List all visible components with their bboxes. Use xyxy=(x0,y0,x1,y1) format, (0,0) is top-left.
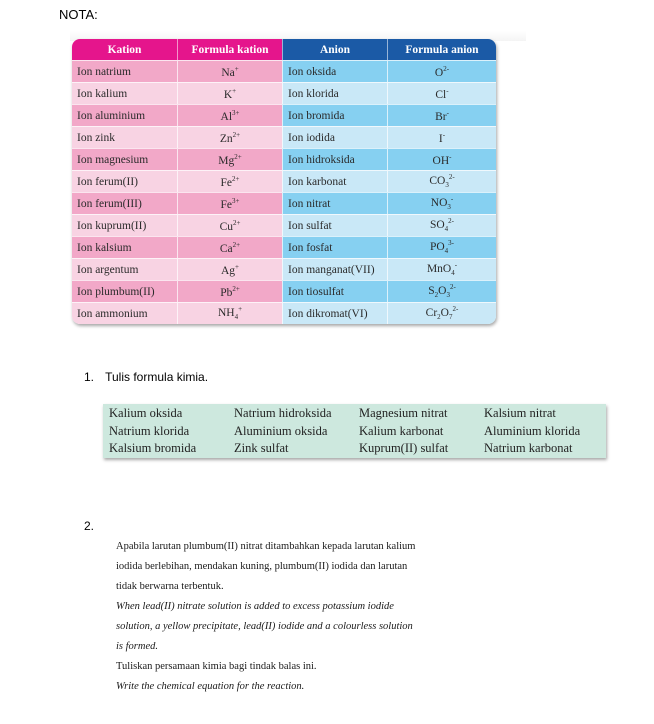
formula-base: Cu xyxy=(219,220,233,233)
formula-base: Mg xyxy=(218,154,235,167)
compound-name: Aluminium klorida xyxy=(484,423,581,438)
cation-name: Ion ammonium xyxy=(72,302,177,324)
compound-name: Aluminium oksida xyxy=(234,423,328,438)
table-row xyxy=(72,192,496,214)
compound-name: Natrium hidroksida xyxy=(234,406,332,420)
cation-formula xyxy=(177,236,282,258)
formula-charge: + xyxy=(238,305,243,314)
table-row xyxy=(72,82,496,104)
cation-name: Ion ferum(II) xyxy=(72,170,177,192)
formula-base: MnO xyxy=(426,263,452,276)
formula-base: NH xyxy=(217,307,235,320)
formula-charge: 2- xyxy=(449,283,456,292)
formula-base: CO xyxy=(429,175,446,188)
compound-name: Kalium oksida xyxy=(109,406,183,420)
cation-name: Ion aluminium xyxy=(72,104,177,126)
formula-charge: - xyxy=(446,108,449,117)
table-row xyxy=(72,60,496,82)
anion-name: Ion sulfat xyxy=(282,214,387,236)
cation-name: Ion ferum(III) xyxy=(72,192,177,214)
table-row xyxy=(72,258,496,280)
cation-formula xyxy=(177,148,282,170)
anion-formula xyxy=(387,214,496,236)
formula-charge: 2+ xyxy=(232,174,240,183)
formula-charge: + xyxy=(232,86,237,95)
cation-formula xyxy=(177,60,282,82)
table-row xyxy=(72,280,496,302)
header-kation: Kation xyxy=(72,39,177,60)
header-anion: Anion xyxy=(282,39,387,60)
formula-base: Cr xyxy=(425,307,438,320)
table-header-row xyxy=(72,39,496,60)
cation-name: Ion kuprum(II) xyxy=(72,214,177,236)
formula-charge: 2- xyxy=(443,64,450,73)
text-line: is formed. xyxy=(116,641,158,652)
formula-base: Ag xyxy=(220,264,236,277)
formula-base: S xyxy=(428,285,435,298)
compound-names-grid xyxy=(109,406,609,459)
text-line: iodida berlebihan, mendakan kuning, plumbum(II) iodida dan larutan xyxy=(116,561,408,572)
cation-formula xyxy=(177,104,282,126)
header-formula-kation: Formula kation xyxy=(177,39,282,60)
text-line: tidak berwarna terbentuk. xyxy=(116,581,224,592)
cation-formula xyxy=(177,302,282,324)
formula-subscript: 2 xyxy=(434,291,439,300)
formula-charge: + xyxy=(235,262,239,271)
anion-formula xyxy=(387,82,496,104)
formula-charge: 3+ xyxy=(232,108,240,117)
anion-name: Ion fosfat xyxy=(282,236,387,258)
anion-formula xyxy=(387,104,496,126)
table-row xyxy=(72,148,496,170)
formula-base: Zn xyxy=(219,132,233,145)
formula-base: K xyxy=(223,88,233,101)
compound-name: Kuprum(II) sulfat xyxy=(359,441,449,455)
formula-base: O xyxy=(438,285,447,298)
formula-base: O xyxy=(440,307,449,320)
compound-name: Zink sulfat xyxy=(234,441,289,455)
cation-formula xyxy=(177,258,282,280)
table-row xyxy=(72,302,496,324)
anion-formula xyxy=(387,236,496,258)
anion-name: Ion dikromat(VI) xyxy=(282,302,387,324)
cation-formula xyxy=(177,280,282,302)
header-formula-anion: Formula anion xyxy=(387,39,496,60)
formula-charge: 2+ xyxy=(232,130,241,139)
formula-subscript: 3 xyxy=(447,203,451,212)
cation-formula xyxy=(177,126,282,148)
compound-name: Kalsium bromida xyxy=(109,441,197,455)
formula-charge: 3+ xyxy=(232,196,240,205)
formula-charge: + xyxy=(234,64,239,73)
formula-subscript: 4 xyxy=(451,269,455,278)
question-1-prompt: Tulis formula kimia. xyxy=(105,370,209,384)
formula-base: Ca xyxy=(219,242,233,255)
cation-formula xyxy=(177,214,282,236)
cation-name: Ion natrium xyxy=(72,60,177,82)
formula-subscript: 4 xyxy=(444,247,449,256)
formula-base: OH xyxy=(432,154,450,167)
formula-base: Na xyxy=(221,66,235,79)
formula-charge: - xyxy=(442,130,446,139)
formula-charge: 2- xyxy=(448,217,455,226)
formula-charge: 2+ xyxy=(232,218,241,227)
compound-name: Kalsium nitrat xyxy=(484,406,556,420)
table-row xyxy=(72,214,496,236)
anion-formula xyxy=(387,170,496,192)
anion-formula xyxy=(387,280,496,302)
anion-name: Ion iodida xyxy=(282,126,387,148)
table-row xyxy=(72,236,496,258)
anion-name: Ion nitrat xyxy=(282,192,387,214)
formula-base: I xyxy=(438,132,443,145)
formula-base: Cl xyxy=(435,88,447,101)
formula-base: Fe xyxy=(220,176,233,189)
cation-name: Ion kalium xyxy=(72,82,177,104)
anion-name: Ion tiosulfat xyxy=(282,280,387,302)
formula-charge: 2+ xyxy=(234,152,242,161)
anion-name: Ion karbonat xyxy=(282,170,387,192)
anion-name: Ion manganat(VII) xyxy=(282,258,387,280)
anion-name: Ion hidroksida xyxy=(282,148,387,170)
formula-charge: 3- xyxy=(448,239,455,248)
formula-base: Pb xyxy=(220,286,233,299)
formula-subscript: 4 xyxy=(444,225,449,234)
cation-name: Ion argentum xyxy=(72,258,177,280)
formula-subscript: 7 xyxy=(448,313,453,322)
cation-formula xyxy=(177,170,282,192)
formula-base: Br xyxy=(435,110,447,123)
question-2-malay-text xyxy=(116,537,476,697)
formula-charge: 2+ xyxy=(232,240,241,249)
compound-name: Kalium karbonat xyxy=(359,423,444,438)
cation-name: Ion magnesium xyxy=(72,148,177,170)
formula-charge: 2- xyxy=(452,305,459,314)
text-line: solution, a yellow precipitate, lead(II) iodide and a colourless solution xyxy=(116,621,413,632)
formula-base: SO xyxy=(429,219,445,232)
ion-formula-table xyxy=(72,39,496,324)
text-line: When lead(II) nitrate solution is added to excess potassium iodide xyxy=(116,601,394,612)
compound-name: Magnesium nitrat xyxy=(359,406,448,420)
cation-name: Ion kalsium xyxy=(72,236,177,258)
formula-subscript: 4 xyxy=(234,313,239,322)
formula-charge: - xyxy=(450,195,454,204)
formula-subscript: 3 xyxy=(446,291,450,300)
instruction-malay: Tuliskan persamaan kimia bagi tindak balas ini. xyxy=(116,661,317,672)
cation-name: Ion zink xyxy=(72,126,177,148)
cation-name: Ion plumbum(II) xyxy=(72,280,177,302)
formula-charge: - xyxy=(449,152,452,161)
formula-charge: - xyxy=(446,86,449,95)
anion-formula xyxy=(387,192,496,214)
page-title: NOTA: xyxy=(59,7,98,22)
question-1-number: 1. xyxy=(84,370,95,384)
question-1 xyxy=(84,370,208,384)
anion-formula xyxy=(387,302,496,324)
formula-charge: - xyxy=(454,261,458,270)
anion-name: Ion oksida xyxy=(282,60,387,82)
table-row xyxy=(72,170,496,192)
table-row xyxy=(72,126,496,148)
formula-base: Fe xyxy=(220,198,233,211)
formula-base: Al xyxy=(220,110,233,123)
anion-name: Ion bromida xyxy=(282,104,387,126)
compound-names-box xyxy=(103,404,606,458)
formula-base: NO xyxy=(430,197,448,210)
cation-formula xyxy=(177,82,282,104)
anion-formula xyxy=(387,258,496,280)
text-line: Apabila larutan plumbum(II) nitrat ditambahkan kepada larutan kalium xyxy=(116,541,416,552)
table-row xyxy=(72,104,496,126)
question-2-number: 2. xyxy=(84,519,95,533)
formula-subscript: 2 xyxy=(437,313,441,322)
anion-name: Ion klorida xyxy=(282,82,387,104)
anion-formula xyxy=(387,60,496,82)
formula-charge: 2- xyxy=(448,173,455,182)
anion-formula xyxy=(387,126,496,148)
instruction-english: Write the chemical equation for the reaction. xyxy=(116,681,305,692)
compound-name: Natrium karbonat xyxy=(484,441,573,455)
formula-base: PO xyxy=(429,241,445,254)
formula-subscript: 3 xyxy=(445,181,449,190)
compound-name: Natrium klorida xyxy=(109,423,190,438)
formula-charge: 2+ xyxy=(232,284,240,293)
cation-formula xyxy=(177,192,282,214)
anion-formula xyxy=(387,148,496,170)
formula-base: O xyxy=(434,66,444,79)
